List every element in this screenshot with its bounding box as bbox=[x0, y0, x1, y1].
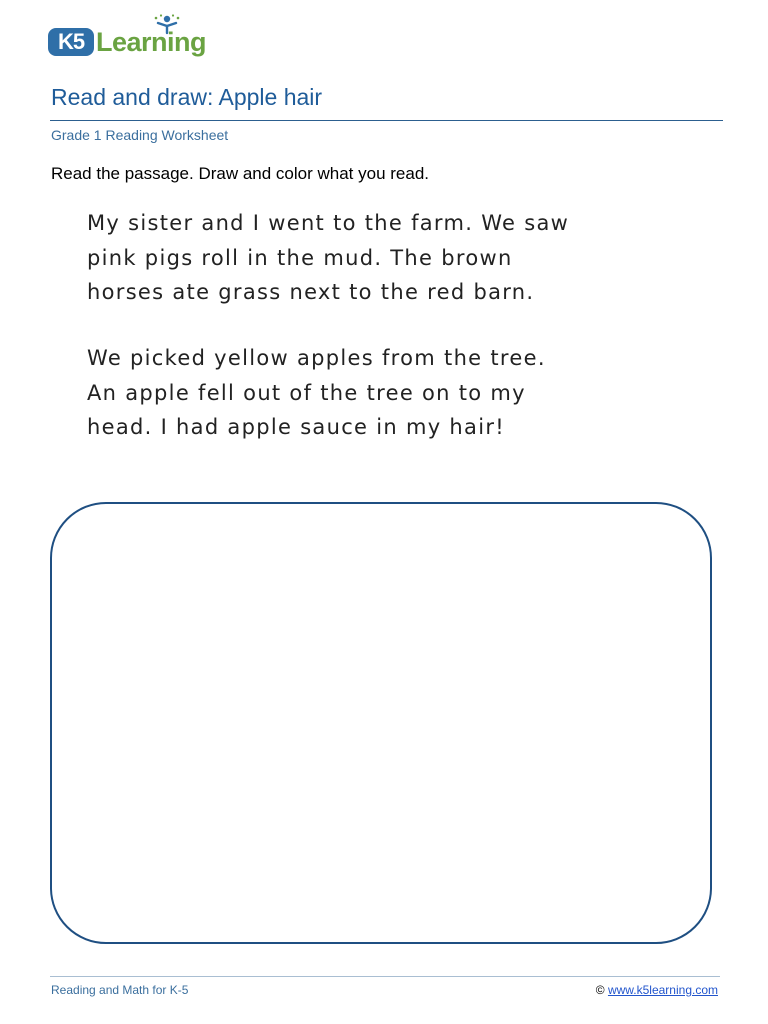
passage-paragraph-1 bbox=[87, 206, 707, 310]
copyright-symbol: © bbox=[595, 983, 605, 997]
logo-figure-icon bbox=[152, 14, 182, 40]
title-divider bbox=[50, 120, 723, 121]
passage-line: horses ate grass next to the red barn. bbox=[87, 280, 535, 304]
passage-line: My sister and I went to the farm. We saw bbox=[87, 211, 570, 235]
logo-wordmark: Learning bbox=[96, 27, 207, 57]
passage-line: head. I had apple sauce in my hair! bbox=[87, 415, 505, 439]
passage-line: An apple fell out of the tree on to my bbox=[87, 380, 526, 405]
passage-line: pink pigs roll in the mud. The brown bbox=[87, 245, 513, 270]
instruction-text: Read the passage. Draw and color what you read. bbox=[51, 164, 430, 183]
logo-k5-mark: K5 bbox=[48, 28, 94, 56]
website-link[interactable]: www.k5learning.com bbox=[607, 983, 718, 997]
worksheet-subtitle: Grade 1 Reading Worksheet bbox=[51, 127, 229, 143]
footer-tagline: Reading and Math for K-5 bbox=[51, 983, 189, 997]
worksheet-title: Read and draw: Apple hair bbox=[51, 84, 323, 110]
passage-line: We picked yellow apples from the tree. bbox=[87, 346, 546, 370]
footer-copyright bbox=[596, 982, 718, 998]
passage-paragraph-2 bbox=[87, 341, 707, 445]
k5-learning-logo bbox=[48, 14, 218, 60]
drawing-area[interactable] bbox=[50, 502, 712, 944]
footer-divider bbox=[50, 976, 720, 977]
